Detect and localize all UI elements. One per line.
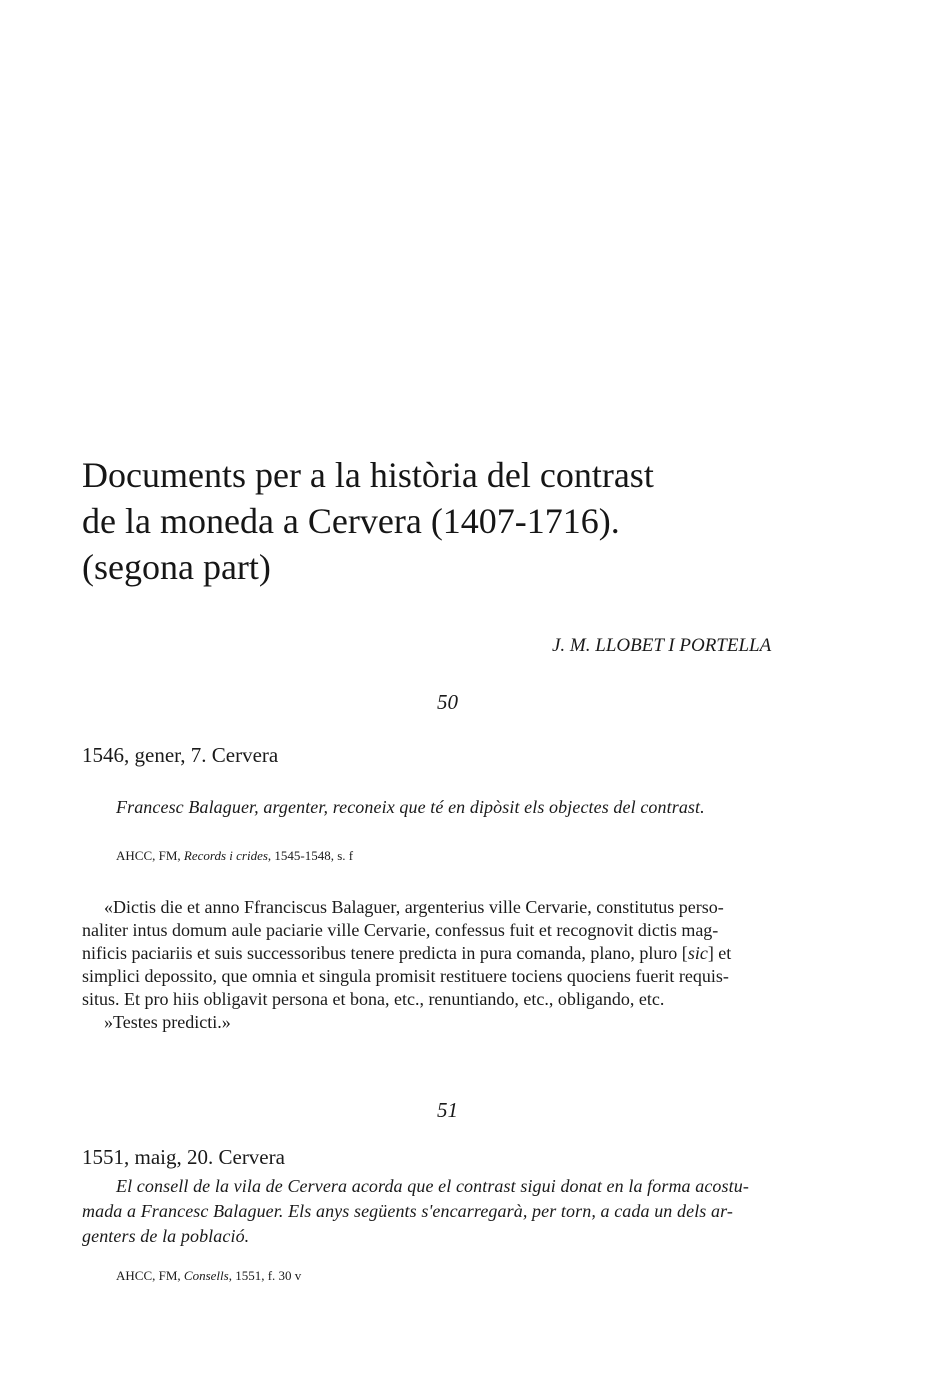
document-number: 50 [437,690,458,714]
source-prefix: AHCC, FM, [116,848,184,863]
document-summary [82,1174,821,1249]
text-line: »Testes predicti.» [104,1012,231,1032]
document-source [116,848,353,864]
document-date: 1551, maig, 20. Cervera [82,1145,285,1169]
sic-annotation: sic [687,943,708,963]
text-line: «Dictis die et anno Ffranciscus Balaguer, argenterius ville Cervarie, constitutus perso- [104,897,724,917]
summary-line: El consell de la vila de Cervera acorda que el contrast sigui donat en la forma acostu- [116,1176,749,1196]
source-suffix: , 1551, f. 30 v [228,1268,302,1283]
article-title [82,452,842,590]
document-source [116,1268,301,1284]
source-suffix: , 1545-1548, s. f [267,848,354,863]
author-name: J. M. LLOBET I PORTELLA [552,635,772,656]
text-line [82,942,822,965]
document-number: 51 [437,1098,458,1122]
source-prefix: AHCC, FM, [116,1268,184,1283]
source-title: Consells [183,1268,229,1283]
title-line-3: (segona part) [82,547,271,587]
text-line: situs. Et pro hiis obligavit persona et bona, etc., renuntiando, etc., obligando, etc. [82,989,665,1009]
document-date: 1546, gener, 7. Cervera [82,743,279,767]
summary-line: genters de la població. [82,1226,250,1246]
text-line: simplici depossito, que omnia et singula promisit restituere tociens quociens fuerit requis- [82,966,729,986]
source-title: Records i crides [183,848,268,863]
text-line-part: ] et [707,943,732,963]
text-line-part: nificis paciariis et suis successoribus tenere predicta in pura comanda, plano, pluro [ [82,943,688,963]
summary-line: mada a Francesc Balaguer. Els anys següents s'encarregarà, per torn, a cada un dels ar- [82,1201,733,1221]
document-transcription [82,896,822,1034]
title-line-1: Documents per a la història del contrast [82,455,654,495]
title-line-2: de la moneda a Cervera (1407-1716). [82,501,620,541]
text-line: naliter intus domum aule paciarie ville Cervarie, confessus fuit et recognovit dictis mag- [82,920,719,940]
document-summary: Francesc Balaguer, argenter, reconeix que té en dipòsit els objectes del contrast. [116,797,705,817]
